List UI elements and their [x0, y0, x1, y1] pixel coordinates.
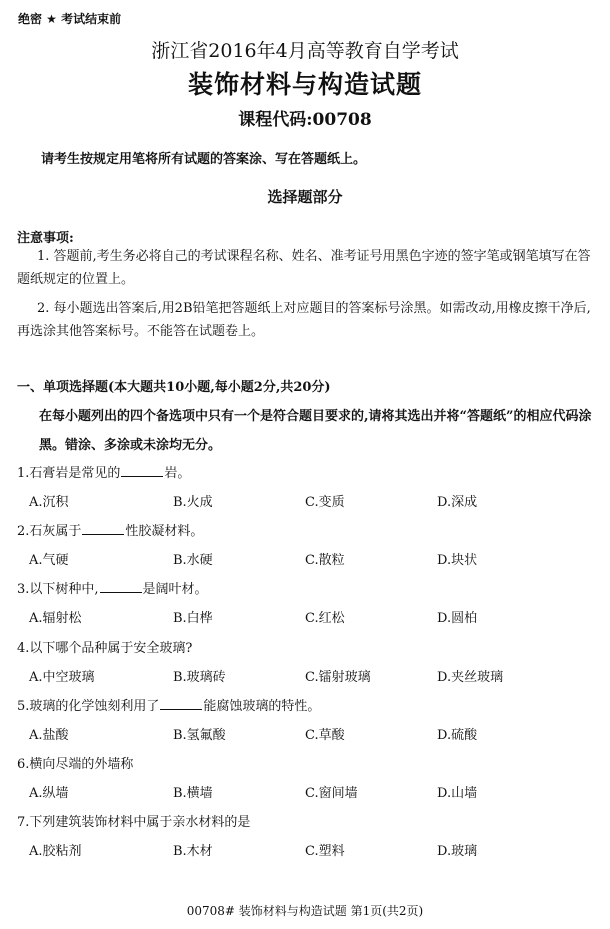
- question-stem: [17, 462, 190, 481]
- question-stem: [17, 753, 133, 772]
- answer-option: D.山墙: [437, 786, 478, 801]
- exam-title: 浙江省2016年4月高等教育自学考试: [151, 40, 459, 62]
- part-description: 在每小题列出的四个备选项中只有一个是符合题目要求的,请将其选出并将“答题纸”的相应代码涂黑。错涂、多涂或未涂均无分。: [39, 409, 592, 453]
- answer-option: C.散粒: [305, 553, 345, 569]
- answer-option: D.硫酸: [437, 727, 478, 743]
- answer-option: C.镭射玻璃: [305, 669, 371, 685]
- question-text: 4.以下哪个品种属于安全玻璃?: [17, 640, 193, 656]
- answer-option: C.红松: [305, 611, 345, 627]
- answer-option: D.夹丝玻璃: [437, 669, 504, 685]
- answer-option: A.中空玻璃: [29, 669, 95, 685]
- answer-blank: [100, 580, 142, 593]
- answer-option: D.深成: [437, 495, 478, 510]
- answer-option: D.圆柏: [437, 611, 478, 627]
- question-stem: [17, 520, 203, 539]
- answer-option: C.塑料: [305, 844, 345, 860]
- subject-title: 装饰材料与构造试题: [187, 70, 422, 99]
- secret-label: 绝密 ★ 考试结束前: [18, 12, 122, 26]
- answer-option: B.横墙: [173, 786, 213, 801]
- answer-option: B.白桦: [173, 611, 213, 627]
- answer-option: B.火成: [173, 495, 213, 510]
- answer-blank: [121, 464, 163, 477]
- question-stem: [17, 578, 208, 597]
- question-text: 能腐蚀玻璃的特性。: [203, 698, 321, 714]
- answer-option: C.变质: [305, 495, 345, 510]
- note-item: 1. 答题前,考生务必将自己的考试课程名称、姓名、准考证号用黑色字迹的签字笔或钢笔填写在答题纸规定的位置上。: [17, 249, 591, 287]
- question-stem: [17, 811, 250, 830]
- question-text: 3.以下树种中,: [17, 582, 99, 598]
- question-text: 岩。: [164, 466, 191, 481]
- answer-blank: [82, 522, 124, 535]
- answer-instruction: 请考生按规定用笔将所有试题的答案涂、写在答题纸上。: [41, 152, 367, 167]
- section-title: 选择题部分: [267, 188, 343, 206]
- answer-option: B.水硬: [173, 553, 213, 569]
- answer-option: A.盐酸: [29, 727, 69, 743]
- question-stem: [17, 637, 192, 656]
- question-text: 1.石膏岩是常见的: [17, 466, 121, 481]
- answer-option: A.辐射松: [29, 611, 82, 627]
- answer-option: D.玻璃: [437, 844, 478, 860]
- answer-option: C.草酸: [305, 727, 345, 743]
- answer-option: B.玻璃砖: [173, 669, 226, 685]
- question-stem: [17, 695, 320, 714]
- answer-option: B.氢氟酸: [173, 727, 226, 743]
- notes-title: 注意事项:: [17, 231, 74, 246]
- course-code: 课程代码:00708: [238, 110, 372, 130]
- page-footer: 00708# 装饰材料与构造试题 第1页(共2页): [186, 904, 424, 918]
- answer-blank: [160, 697, 202, 710]
- part-title: 一、单项选择题(本大题共10小题,每小题2分,共20分): [17, 380, 331, 395]
- answer-option: A.沉积: [29, 495, 69, 510]
- question-text: 6.横向尽端的外墙称: [17, 757, 134, 772]
- answer-option: A.纵墙: [29, 786, 69, 801]
- note-item: 2. 每小题选出答案后,用2B铅笔把答题纸上对应题目的答案标号涂黑。如需改动,用橡皮擦干净后,再选涂其他答案标号。不能答在试题卷上。: [17, 301, 591, 339]
- answer-option: B.木材: [173, 844, 213, 860]
- question-text: 5.玻璃的化学蚀刻利用了: [17, 698, 160, 714]
- question-text: 7.下列建筑装饰材料中属于亲水材料的是: [17, 815, 251, 831]
- answer-option: C.窗间墙: [305, 786, 358, 801]
- answer-option: A.气硬: [29, 553, 69, 569]
- question-text: 是阔叶材。: [142, 582, 208, 598]
- answer-option: A.胶粘剂: [29, 844, 82, 860]
- answer-option: D.块状: [437, 553, 478, 569]
- question-text: 2.石灰属于: [17, 524, 82, 540]
- question-text: 性胶凝材料。: [125, 524, 204, 540]
